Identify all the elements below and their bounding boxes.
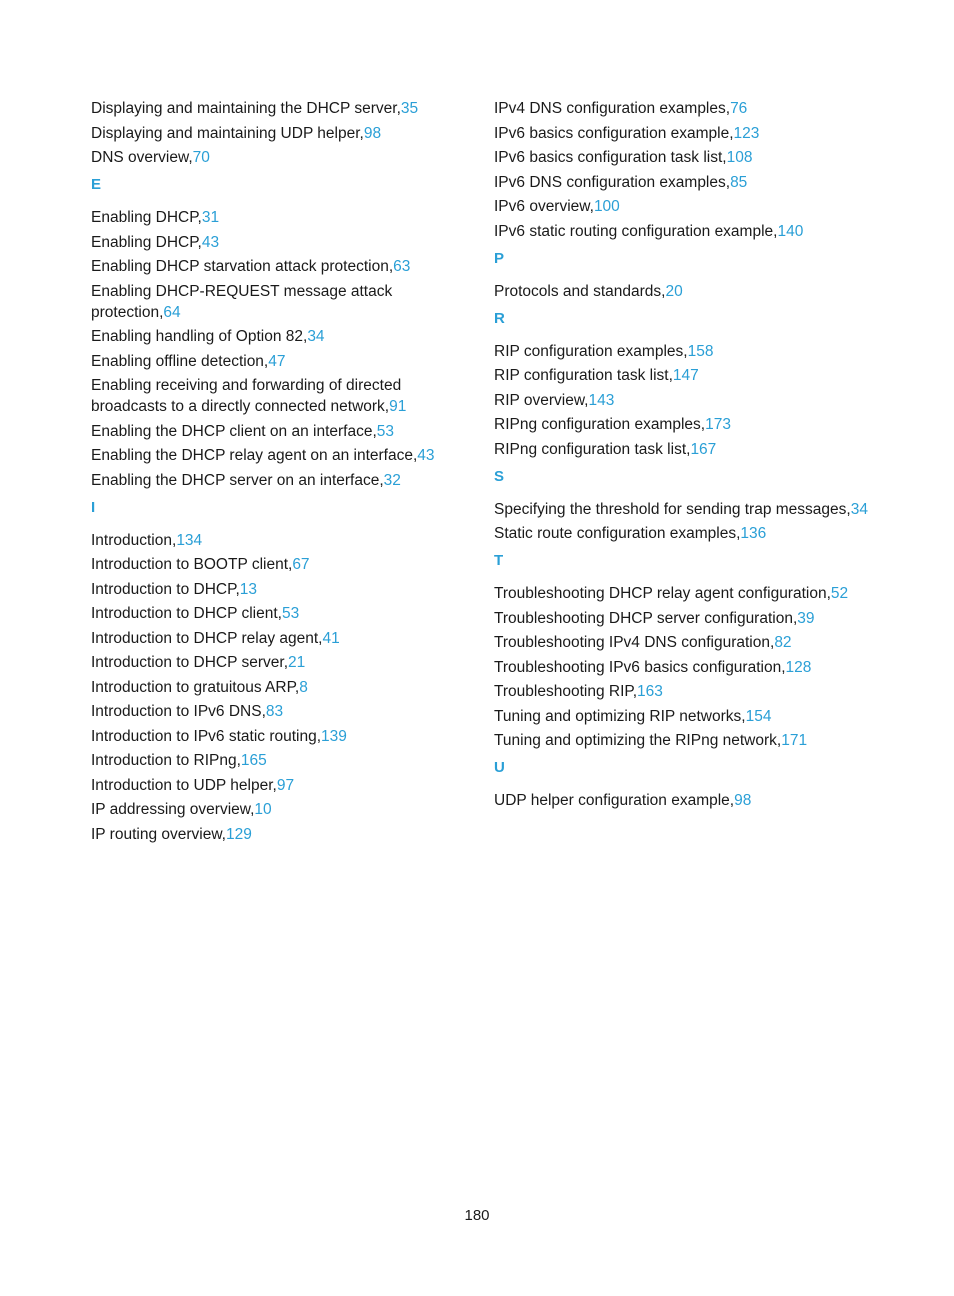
index-entry — [494, 147, 894, 168]
index-page-link[interactable]: 85 — [730, 173, 748, 191]
index-entry-text: Enabling the DHCP relay agent on an interface, — [91, 447, 418, 464]
index-entry-text: Introduction to IPv6 DNS, — [91, 703, 266, 720]
index-page-link[interactable]: 91 — [389, 398, 407, 415]
index-page-link[interactable]: 158 — [687, 342, 714, 360]
index-entry — [91, 799, 451, 820]
index-entry — [91, 603, 451, 624]
index-page-link[interactable]: 83 — [265, 703, 284, 720]
index-entry — [494, 196, 894, 217]
index-entry — [91, 652, 451, 673]
index-entry-text: Enabling DHCP, — [91, 209, 202, 226]
index-page-link[interactable]: 52 — [830, 585, 849, 602]
index-entry-text: RIP overview, — [494, 391, 589, 409]
index-entry-text: Introduction, — [91, 531, 177, 549]
index-entry-text: Introduction to gratuitous ARP, — [91, 678, 300, 696]
index-entry — [91, 232, 451, 253]
index-page-link[interactable]: 31 — [201, 209, 220, 226]
index-page-link[interactable]: 128 — [785, 658, 812, 676]
index-entry — [494, 608, 894, 629]
index-entry-text: Displaying and maintaining UDP helper, — [91, 124, 364, 142]
index-letter-heading: U — [494, 759, 505, 776]
index-letter-heading: I — [91, 498, 96, 516]
index-entry-text: Introduction to BOOTP client, — [91, 556, 293, 573]
index-entry — [494, 681, 894, 702]
index-page-link[interactable]: 82 — [774, 634, 792, 651]
index-letter-heading: P — [494, 249, 505, 267]
index-left-column — [91, 98, 451, 848]
index-entry — [91, 530, 451, 551]
index-page-link[interactable]: 47 — [268, 352, 286, 370]
index-entry-text: IP routing overview, — [91, 825, 226, 843]
index-page-link[interactable]: 143 — [588, 391, 615, 409]
index-entry — [494, 657, 894, 678]
index-entry-text: RIPng configuration task list, — [494, 440, 691, 458]
index-entry-text: Enabling DHCP, — [91, 233, 202, 251]
index-entry-text: RIP configuration task list, — [494, 367, 673, 384]
index-page-link[interactable]: 136 — [740, 525, 767, 542]
index-entry-text: Enabling offline detection, — [91, 352, 269, 370]
index-page-link[interactable]: 53 — [281, 605, 300, 622]
index-entry — [494, 706, 894, 727]
index-page-link[interactable]: 100 — [593, 198, 620, 215]
index-entry — [494, 281, 894, 302]
index-entry — [494, 790, 894, 811]
index-page-link[interactable]: 43 — [201, 233, 220, 251]
index-entry — [494, 390, 894, 411]
index-entry — [91, 207, 451, 228]
index-entry-text: Tuning and optimizing the RIPng network, — [494, 732, 782, 749]
index-page-link[interactable]: 20 — [665, 282, 683, 300]
index-page-link[interactable]: 76 — [730, 100, 748, 117]
index-page-link[interactable]: 147 — [672, 367, 699, 384]
index-page-link[interactable]: 39 — [797, 609, 815, 627]
index-entry — [494, 172, 894, 193]
index-page-link[interactable]: 67 — [292, 556, 310, 573]
index-entry-text: Protocols and standards, — [494, 282, 666, 300]
index-entry-text: Tuning and optimizing RIP networks, — [494, 707, 746, 725]
index-entry-text: Introduction to DHCP, — [91, 580, 240, 598]
index-entry — [494, 730, 894, 751]
index-page-link[interactable]: 70 — [192, 149, 210, 166]
index-entry-text: Displaying and maintaining the DHCP server, — [91, 100, 401, 117]
index-page-link[interactable]: 10 — [254, 801, 272, 818]
index-page-link[interactable]: 108 — [726, 149, 753, 166]
index-page-link[interactable]: 97 — [276, 776, 295, 794]
index-entry — [91, 628, 451, 649]
index-page-link[interactable]: 140 — [777, 222, 804, 240]
index-entry — [494, 632, 894, 653]
index-entry-text: Introduction to UDP helper, — [91, 776, 277, 794]
index-entry — [494, 583, 894, 604]
index-entry-text: Introduction to RIPng, — [91, 752, 241, 769]
page-number: 180 — [464, 1207, 490, 1224]
index-page-link[interactable]: 34 — [850, 500, 868, 518]
index-entry — [91, 123, 451, 144]
index-page-link[interactable]: 171 — [781, 732, 808, 749]
index-entry-text: Enabling the DHCP server on an interface, — [91, 471, 384, 489]
index-entry — [91, 445, 451, 466]
index-page-link[interactable]: 8 — [299, 678, 308, 696]
index-entry — [494, 341, 894, 362]
index-page-link[interactable]: 173 — [705, 416, 731, 433]
index-page-link[interactable]: 98 — [734, 792, 752, 809]
index-entry-text: IPv4 DNS configuration examples, — [494, 100, 731, 117]
index-entry-text: Troubleshooting IPv4 DNS configuration, — [494, 634, 775, 651]
index-entry — [91, 147, 451, 168]
index-entry-text: DNS overview, — [91, 149, 193, 166]
index-entry-text: Troubleshooting DHCP server configuration, — [494, 609, 798, 627]
index-entry-text: IPv6 basics configuration example, — [494, 124, 734, 142]
index-entry-text: IPv6 static routing configuration example, — [494, 222, 778, 240]
index-page-link[interactable]: 41 — [322, 629, 340, 647]
index-entry-text: IPv6 basics configuration task list, — [494, 149, 727, 166]
index-letter-heading: T — [494, 552, 504, 569]
index-entry — [91, 677, 451, 698]
index-entry — [91, 98, 451, 119]
index-entry — [494, 123, 894, 144]
index-entry — [91, 256, 451, 277]
index-entry-text: IPv6 overview, — [494, 198, 594, 215]
index-letter-heading: S — [494, 467, 505, 485]
index-entry — [494, 414, 894, 435]
index-letter-heading: E — [91, 176, 102, 193]
index-entry — [91, 824, 451, 845]
index-entry — [494, 365, 894, 386]
index-page-link[interactable]: 98 — [363, 124, 382, 142]
index-entry — [494, 439, 894, 460]
index-page-link[interactable]: 123 — [733, 124, 760, 142]
index-entry-text: Enabling DHCP-REQUEST message attack protection, — [91, 282, 393, 321]
index-page-link[interactable]: 64 — [163, 303, 181, 321]
index-entry — [494, 98, 894, 119]
index-entry — [91, 775, 451, 796]
index-entry — [91, 470, 451, 491]
index-entry-text: Troubleshooting RIP, — [494, 683, 638, 700]
index-letter-heading: R — [494, 309, 505, 327]
index-entry — [494, 523, 894, 544]
index-page-link[interactable]: 167 — [690, 440, 717, 458]
index-page-link[interactable]: 154 — [745, 707, 772, 725]
index-entry-text: Troubleshooting DHCP relay agent configuration, — [494, 585, 831, 602]
index-page-link[interactable]: 32 — [383, 471, 401, 489]
index-page-link[interactable]: 21 — [288, 654, 306, 671]
index-page-link[interactable]: 129 — [225, 825, 252, 843]
index-entry-text: RIPng configuration examples, — [494, 416, 706, 433]
index-page-link[interactable]: 63 — [393, 258, 411, 275]
index-page-link[interactable]: 34 — [307, 328, 325, 345]
index-entry-text: IP addressing overview, — [91, 801, 255, 818]
index-entry-text: IPv6 DNS configuration examples, — [494, 173, 731, 191]
index-page-link[interactable]: 165 — [240, 752, 267, 769]
index-entry-text: Enabling receiving and forwarding of directed broadcasts to a directly connected network, — [91, 377, 402, 415]
index-page-link[interactable]: 53 — [376, 422, 395, 440]
index-entry — [91, 726, 451, 747]
index-right-column — [494, 98, 894, 815]
index-page-link[interactable]: 43 — [417, 447, 435, 464]
index-entry — [91, 421, 451, 442]
index-entry — [91, 375, 451, 417]
index-entry-text: Introduction to DHCP relay agent, — [91, 629, 323, 647]
index-entry-text: Introduction to DHCP client, — [91, 605, 282, 622]
index-entry — [91, 281, 451, 323]
index-entry-text: Enabling handling of Option 82, — [91, 328, 308, 345]
index-page-link[interactable]: 139 — [321, 727, 347, 745]
index-page-link[interactable]: 134 — [176, 531, 203, 549]
index-entry — [91, 750, 451, 771]
index-entry-text: Introduction to DHCP server, — [91, 654, 288, 671]
index-entry — [91, 351, 451, 372]
index-entry-text: RIP configuration examples, — [494, 342, 688, 360]
index-entry — [91, 579, 451, 600]
index-entry-text: Introduction to IPv6 static routing, — [91, 727, 322, 745]
index-entry — [494, 221, 894, 242]
index-entry-text: Troubleshooting IPv6 basics configuration, — [494, 658, 786, 676]
index-entry — [91, 326, 451, 347]
index-entry — [91, 701, 451, 722]
index-page-link[interactable]: 35 — [400, 100, 419, 117]
index-page-link[interactable]: 13 — [239, 580, 258, 598]
index-entry — [494, 499, 894, 520]
index-entry-text: Static route configuration examples, — [494, 525, 741, 542]
index-entry-text: Specifying the threshold for sending trap messages, — [494, 500, 851, 518]
index-entry-text: UDP helper configuration example, — [494, 792, 735, 809]
index-entry — [91, 554, 451, 575]
index-page-link[interactable]: 163 — [637, 683, 663, 700]
index-entry-text: Enabling DHCP starvation attack protection, — [91, 258, 394, 275]
index-entry-text: Enabling the DHCP client on an interface, — [91, 422, 377, 440]
